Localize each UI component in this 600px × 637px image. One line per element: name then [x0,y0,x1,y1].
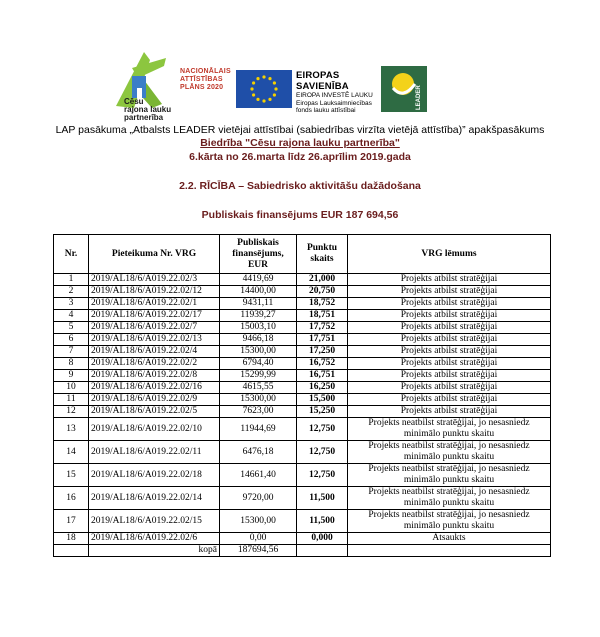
row-decision: Atsaukts [348,533,551,545]
table-header-row [54,235,551,274]
organization-name: Biedrība "Cēsu rajona lauku partnerība" [200,137,400,149]
row-points: 11,500 [297,510,348,533]
funding-total: Publiskais finansējums EUR 187 694,56 [201,209,399,221]
row-decision: Projekts atbilst stratēģijai [348,274,551,286]
round-dates: 6.kārta no 26.marta līdz 26.aprīlim 2019.gada [189,151,411,163]
nap2020-logo: NACIONĀLAIS ATTĪSTĪBAS PLĀNS 2020 [180,68,231,91]
row-funding: 11939,27 [220,310,297,322]
row-nr: 10 [54,382,89,394]
row-points: 18,751 [297,310,348,322]
row-funding: 15300,00 [220,346,297,358]
row-nr: 8 [54,358,89,370]
row-decision: Projekts atbilst stratēģijai [348,310,551,322]
row-points: 16,751 [297,370,348,382]
row-application-id: 2019/AL18/6/A019.22.02/8 [89,370,220,382]
row-application-id: 2019/AL18/6/A019.22.02/16 [89,382,220,394]
row-points: 12,750 [297,441,348,464]
table-row [54,533,551,545]
row-funding: 15300,00 [220,510,297,533]
row-decision: Projekts neatbilst stratēģijai, jo nesasniedz minimālo punktu skaitu [348,510,551,533]
row-nr: 2 [54,286,89,298]
row-points: 11,500 [297,487,348,510]
row-decision: Projekts atbilst stratēģijai [348,322,551,334]
table-row [54,370,551,382]
row-nr: 1 [54,274,89,286]
row-points: 17,752 [297,322,348,334]
row-funding: 15300,00 [220,394,297,406]
row-funding: 6794,40 [220,358,297,370]
row-funding: 15003,10 [220,322,297,334]
row-nr: 7 [54,346,89,358]
col-application-header: Pieteikuma Nr. VRG [89,235,220,274]
row-funding: 15299,99 [220,370,297,382]
row-funding: 11944,69 [220,418,297,441]
table-row [54,346,551,358]
row-application-id: 2019/AL18/6/A019.22.02/1 [89,298,220,310]
results-table [53,234,551,557]
table-row [54,418,551,441]
row-nr: 9 [54,370,89,382]
col-funding-header: Publiskais finansējums, EUR [220,235,297,274]
row-decision: Projekts neatbilst stratēģijai, jo nesasniedz minimālo punktu skaitu [348,487,551,510]
row-funding: 9431,11 [220,298,297,310]
row-funding: 14661,40 [220,464,297,487]
row-points: 15,250 [297,406,348,418]
row-points: 17,751 [297,334,348,346]
total-label: kopā [89,545,220,557]
row-points: 12,750 [297,464,348,487]
leader-logo-icon [381,66,427,112]
table-row [54,382,551,394]
row-nr: 6 [54,334,89,346]
row-nr: 13 [54,418,89,441]
row-points: 16,250 [297,382,348,394]
table-row [54,322,551,334]
row-nr: 16 [54,487,89,510]
row-decision: Projekts atbilst stratēģijai [348,382,551,394]
row-points: 15,500 [297,394,348,406]
row-points: 17,250 [297,346,348,358]
row-application-id: 2019/AL18/6/A019.22.02/10 [89,418,220,441]
row-nr: 5 [54,322,89,334]
row-nr: 4 [54,310,89,322]
table-row [54,274,551,286]
row-decision: Projekts atbilst stratēģijai [348,394,551,406]
program-title: LAP pasākuma „Atbalsts LEADER vietējai attīstībai (sabiedrības virzīta vietējā attīstība)” apakšpasākums [55,124,545,136]
row-application-id: 2019/AL18/6/A019.22.02/14 [89,487,220,510]
svg-text:LEADER: LEADER [416,85,422,110]
row-nr: 18 [54,533,89,545]
row-nr: 12 [54,406,89,418]
row-points: 12,750 [297,418,348,441]
row-application-id: 2019/AL18/6/A019.22.02/9 [89,394,220,406]
row-application-id: 2019/AL18/6/A019.22.02/6 [89,533,220,545]
eafrd-logo: EIROPAS SAVIENĪBA EIROPA INVESTĒ LAUKU Eiropas Lauksaimniecības fonds lauku attīstībai [296,70,373,114]
row-decision: Projekts atbilst stratēģijai [348,358,551,370]
row-funding: 14400,00 [220,286,297,298]
row-decision: Projekts neatbilst stratēģijai, jo nesasniedz minimālo punktu skaitu [348,464,551,487]
row-funding: 4615,55 [220,382,297,394]
col-nr-header: Nr. [54,235,89,274]
row-nr: 11 [54,394,89,406]
row-application-id: 2019/AL18/6/A019.22.02/4 [89,346,220,358]
row-funding: 6476,18 [220,441,297,464]
row-application-id: 2019/AL18/6/A019.22.02/13 [89,334,220,346]
table-row [54,441,551,464]
table-row [54,334,551,346]
row-decision: Projekts atbilst stratēģijai [348,406,551,418]
table-row [54,510,551,533]
total-value: 187694,56 [220,545,297,557]
table-row [54,358,551,370]
lap-logo-text: Cēsu rajona lauku partnerība [124,97,172,122]
table-row [54,464,551,487]
row-decision: Projekts atbilst stratēģijai [348,334,551,346]
row-funding: 7623,00 [220,406,297,418]
row-points: 16,752 [297,358,348,370]
row-points: 21,000 [297,274,348,286]
logo-bar [0,48,600,124]
row-nr: 15 [54,464,89,487]
total-row [54,545,551,557]
row-funding: 4419,69 [220,274,297,286]
document-header [0,124,600,164]
row-application-id: 2019/AL18/6/A019.22.02/3 [89,274,220,286]
row-nr: 17 [54,510,89,533]
row-application-id: 2019/AL18/6/A019.22.02/11 [89,441,220,464]
row-funding: 9466,18 [220,334,297,346]
col-decision-header: VRG lēmums [348,235,551,274]
row-decision: Projekts neatbilst stratēģijai, jo nesasniedz minimālo punktu skaitu [348,418,551,441]
table-row [54,298,551,310]
row-decision: Projekts neatbilst stratēģijai, jo nesasniedz minimālo punktu skaitu [348,441,551,464]
row-decision: Projekts atbilst stratēģijai [348,286,551,298]
col-points-header: Punktu skaits [297,235,348,274]
row-application-id: 2019/AL18/6/A019.22.02/5 [89,406,220,418]
eu-flag-icon [236,70,292,108]
table-row [54,487,551,510]
row-nr: 14 [54,441,89,464]
row-decision: Projekts atbilst stratēģijai [348,298,551,310]
row-decision: Projekts atbilst stratēģijai [348,346,551,358]
table-row [54,406,551,418]
row-application-id: 2019/AL18/6/A019.22.02/7 [89,322,220,334]
row-points: 0,000 [297,533,348,545]
table-row [54,286,551,298]
row-application-id: 2019/AL18/6/A019.22.02/17 [89,310,220,322]
row-points: 20,750 [297,286,348,298]
row-application-id: 2019/AL18/6/A019.22.02/2 [89,358,220,370]
row-application-id: 2019/AL18/6/A019.22.02/15 [89,510,220,533]
row-application-id: 2019/AL18/6/A019.22.02/18 [89,464,220,487]
action-title: 2.2. RĪCĪBA – Sabiedrisko aktivitāšu dažādošana [179,180,421,192]
row-funding: 0,00 [220,533,297,545]
row-points: 18,752 [297,298,348,310]
row-nr: 3 [54,298,89,310]
row-decision: Projekts atbilst stratēģijai [348,370,551,382]
row-funding: 9720,00 [220,487,297,510]
table-row [54,310,551,322]
row-application-id: 2019/AL18/6/A019.22.02/12 [89,286,220,298]
table-row [54,394,551,406]
